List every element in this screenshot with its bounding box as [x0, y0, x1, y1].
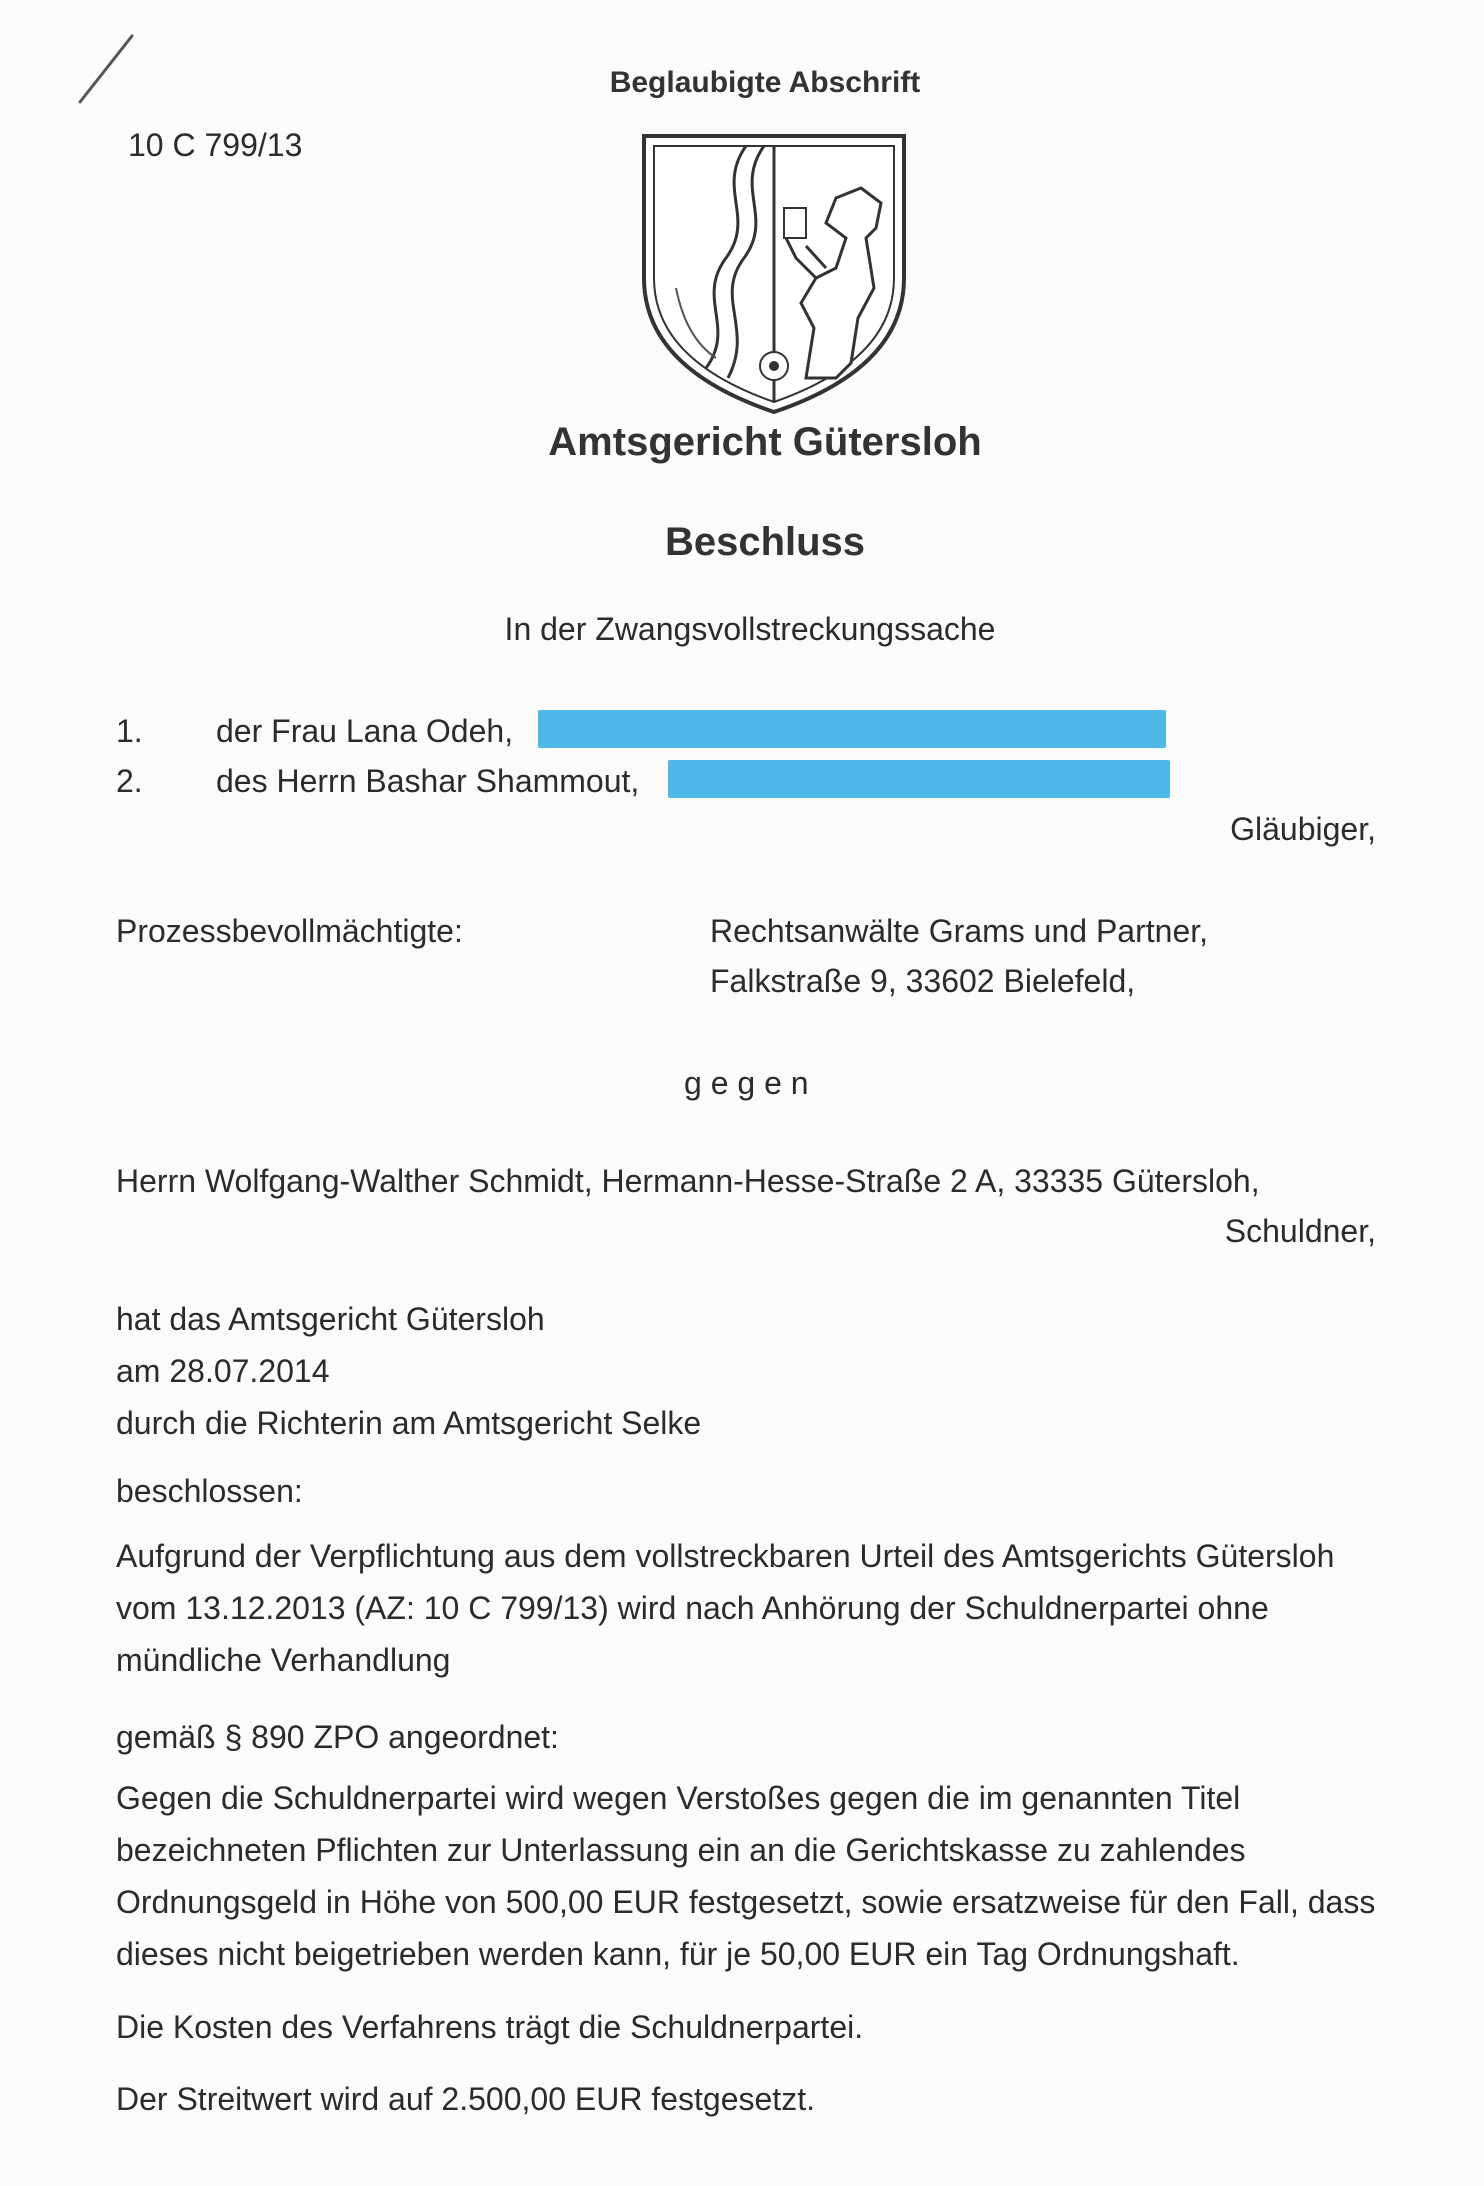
redaction-bar — [538, 710, 1166, 748]
debtor-line: Herrn Wolfgang-Walther Schmidt, Hermann-Hesse-Straße 2 A, 33335 Gütersloh, — [116, 1163, 1260, 1199]
certified-copy-label: Beglaubigte Abschrift — [609, 66, 921, 99]
against-label: g e g e n — [684, 1065, 809, 1101]
coat-of-arms-icon — [636, 128, 912, 418]
debtor-role: Schuldner, — [1224, 1213, 1376, 1249]
counsel-label: Prozessbevollmächtigte: — [116, 913, 463, 949]
paragraph-basis: Aufgrund der Verpflichtung aus dem vollstreckbaren Urteil des Amtsgerichts Gütersloh vom 13.12.2013 (AZ: 10 C 799/13) wird nach Anhörung der Schuldnerpartei ohne mündliche Verhandlung — [116, 1538, 1335, 1678]
paragraph-penalty: Gegen die Schuldnerpartei wird wegen Verstoßes gegen die im genannten Titel bezeichneten Pflichten zur Unterlassung ein an die Gerichtskasse zu zahlendes Ordnungsgeld in Höhe von 500,00 EUR festgesetzt, sowie ersatzweise für den Fall, dass dieses nicht beigetrieben werden kann, für je 50,00 EUR ein Tag Ordnungshaft. — [116, 1780, 1376, 1972]
counsel-line-2: Falkstraße 9, 33602 Bielefeld, — [710, 963, 1136, 999]
redaction-bar — [668, 760, 1170, 798]
creditor-2-name: des Herrn Bashar Shammout, — [216, 763, 640, 799]
case-number: 10 C 799/13 — [128, 127, 303, 163]
creditor-role: Gläubiger, — [1230, 811, 1376, 847]
creditor-1-number: 1. — [116, 713, 143, 749]
creditor-1-name: der Frau Lana Odeh, — [216, 713, 514, 749]
decision-line-1: hat das Amtsgericht Gütersloh — [116, 1301, 545, 1337]
paragraph-legal-basis: gemäß § 890 ZPO angeordnet: — [116, 1719, 559, 1755]
paragraph-costs: Die Kosten des Verfahrens trägt die Schuldnerpartei. — [116, 2009, 864, 2045]
counsel-line-1: Rechtsanwälte Grams und Partner, — [710, 913, 1209, 949]
decision-line-3: durch die Richterin am Amtsgericht Selke — [116, 1405, 702, 1441]
decision-line-2: am 28.07.2014 — [116, 1353, 330, 1389]
paragraph-value: Der Streitwert wird auf 2.500,00 EUR festgesetzt. — [116, 2081, 815, 2117]
creditor-2-number: 2. — [116, 763, 143, 799]
document-title: Beschluss — [664, 520, 866, 564]
resolved-label: beschlossen: — [116, 1473, 303, 1509]
court-name: Amtsgericht Gütersloh — [548, 420, 982, 464]
intro-line: In der Zwangsvollstreckungssache — [504, 611, 996, 647]
